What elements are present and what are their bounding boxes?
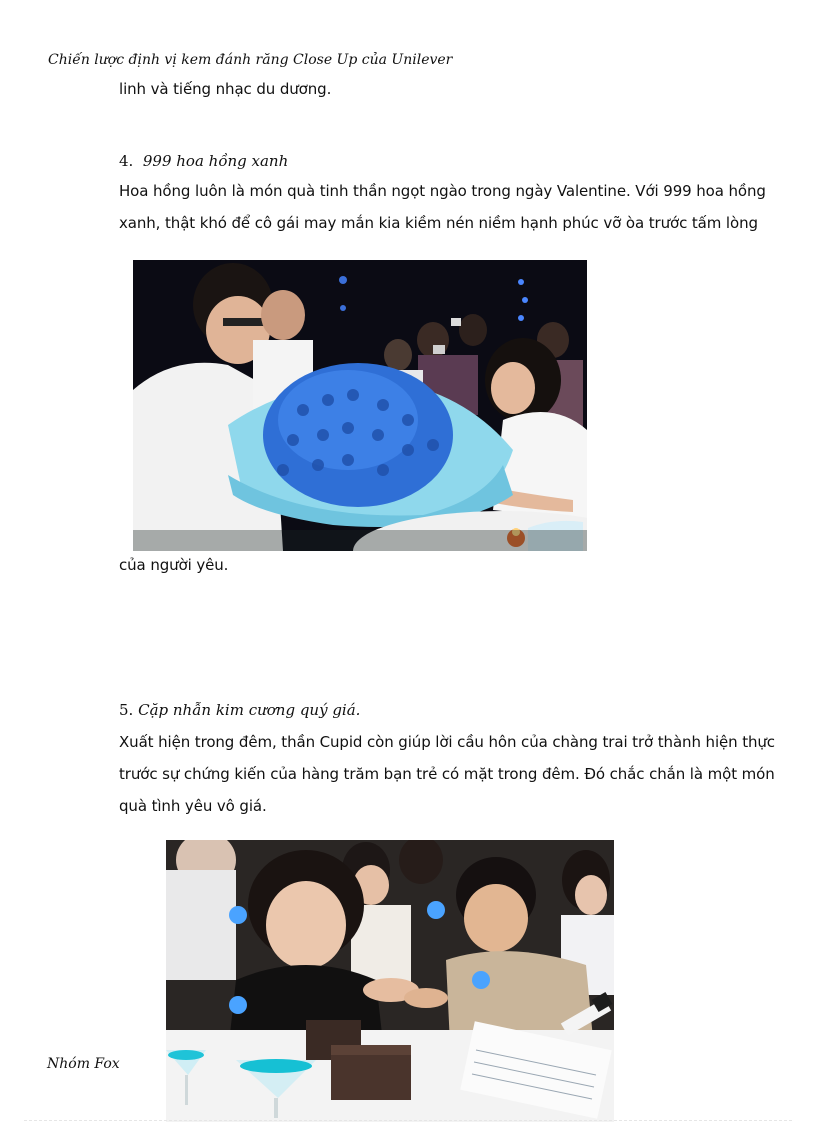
page-bottom-divider [24,1120,792,1121]
continuation-line: linh và tiếng nhạc du dương. [119,80,332,98]
section-5-number: 5. [119,701,134,719]
document-footer: Nhóm Fox [47,1056,120,1072]
section-4-closing-line: của người yêu. [119,556,229,574]
section-5-paragraph-line-3: quà tình yêu vô giá. [119,797,267,815]
section-4-heading [119,152,288,170]
document-header: Chiến lược định vị kem đánh răng Close Up của Unilever [48,52,453,68]
blue-roses-illustration [133,260,587,551]
section-5-title: Cặp nhẫn kim cương quý giá. [138,701,361,719]
section-5-paragraph-line-2: trước sự chứng kiến của hàng trăm bạn trẻ có mặt trong đêm. Đó chắc chắn là một món [119,765,775,783]
section-4-paragraph-line-2: xanh, thật khó để cô gái may mắn kia kiềm nén niềm hạnh phúc vỡ òa trước tấm lòng [119,214,758,232]
section-5-paragraph-line-1: Xuất hiện trong đêm, thần Cupid còn giúp lời cầu hôn của chàng trai trở thành hiện thực [119,733,775,751]
blue-roses-photo [133,260,587,551]
ring-proposal-illustration [166,840,614,1122]
section-4-number: 4. [119,152,134,170]
ring-proposal-photo [166,840,614,1122]
section-5-heading [119,701,360,719]
section-4-title: 999 hoa hồng xanh [142,152,289,170]
section-4-paragraph-line-1: Hoa hồng luôn là món quà tinh thần ngọt ngào trong ngày Valentine. Với 999 hoa hồng [119,182,766,200]
